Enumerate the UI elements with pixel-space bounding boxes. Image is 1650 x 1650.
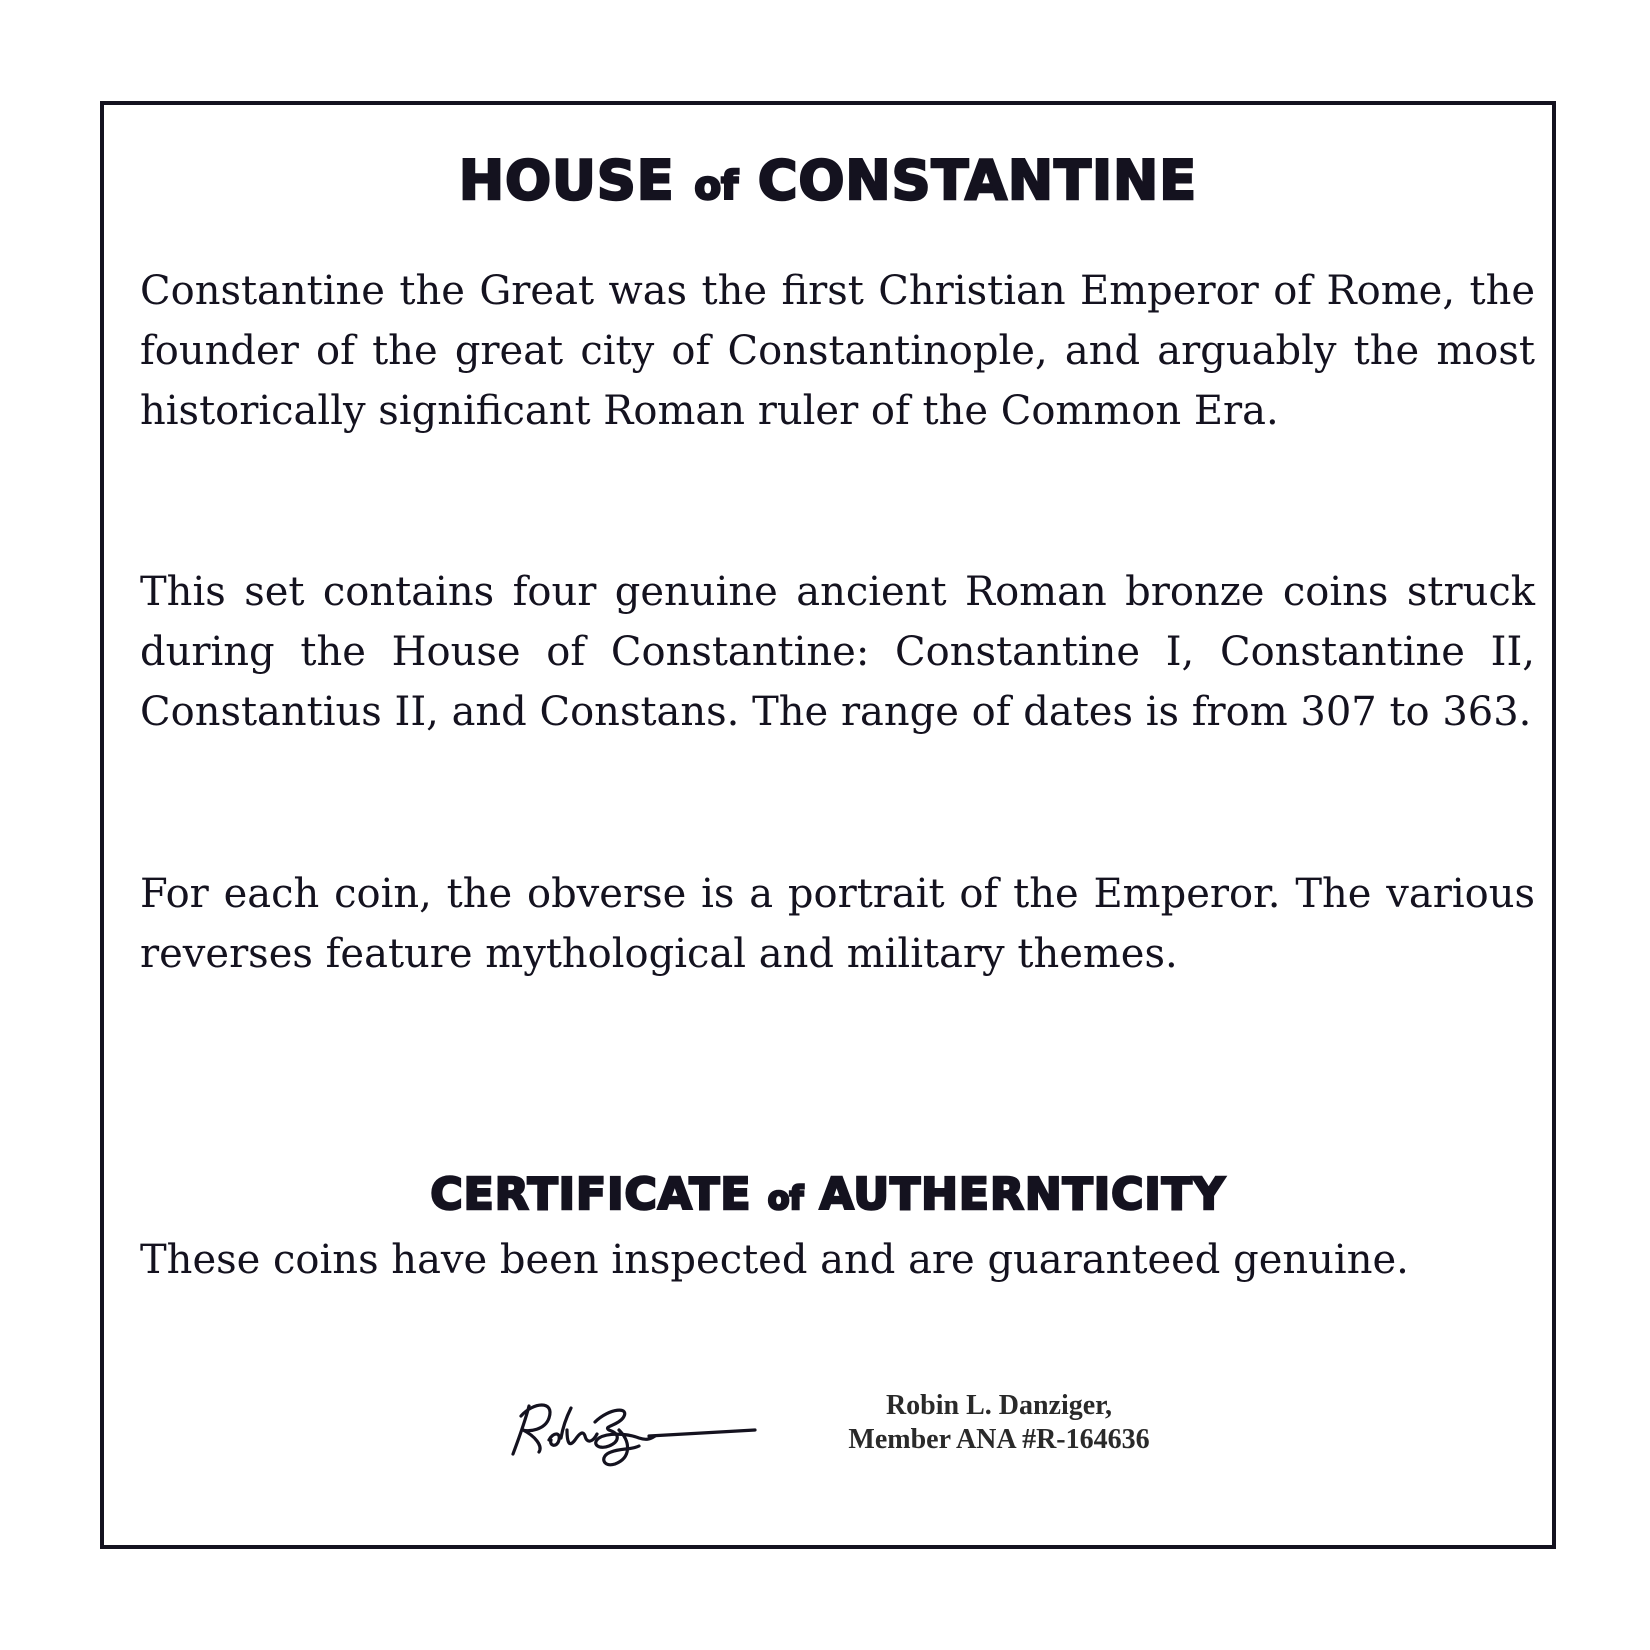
authenticity-word-authernticity: AUTHERNTICITY: [819, 1169, 1226, 1220]
intro-paragraph: Constantine the Great was the first Christian Emperor of Rome, the founder of the great city of Constantinople, and arguably the most historically significant Roman ruler of the Common Era.: [140, 268, 1535, 434]
signer-membership: Member ANA #R-164636: [848, 1424, 1150, 1455]
title-word-house: HOUSE: [458, 149, 675, 212]
certificate-title: [104, 149, 1552, 219]
authenticity-statement: These coins have been inspected and are guaranteed genuine.: [140, 1237, 1409, 1283]
coin-description-paragraph: For each coin, the obverse is a portrait of the Emperor. The various reverses feature mythological and military themes.: [140, 871, 1535, 977]
authenticity-heading: [104, 1167, 1552, 1227]
authenticity-word-of: of: [767, 1181, 804, 1217]
signer-name: Robin L. Danziger,: [885, 1390, 1113, 1421]
handwritten-signature: [499, 1386, 759, 1476]
title-word-of: of: [694, 164, 739, 209]
certificate-frame: [100, 101, 1556, 1549]
set-contents-paragraph: This set contains four genuine ancient Roman bronze coins struck during the House of Constantine: Constantine I, Constantine II, Constantius II, and Constans. The range of dates is from 307 to 363.: [140, 569, 1535, 735]
signer-block: [829, 1389, 1169, 1457]
title-word-constantine: CONSTANTINE: [757, 149, 1198, 212]
authenticity-word-certificate: CERTIFICATE: [430, 1169, 752, 1220]
